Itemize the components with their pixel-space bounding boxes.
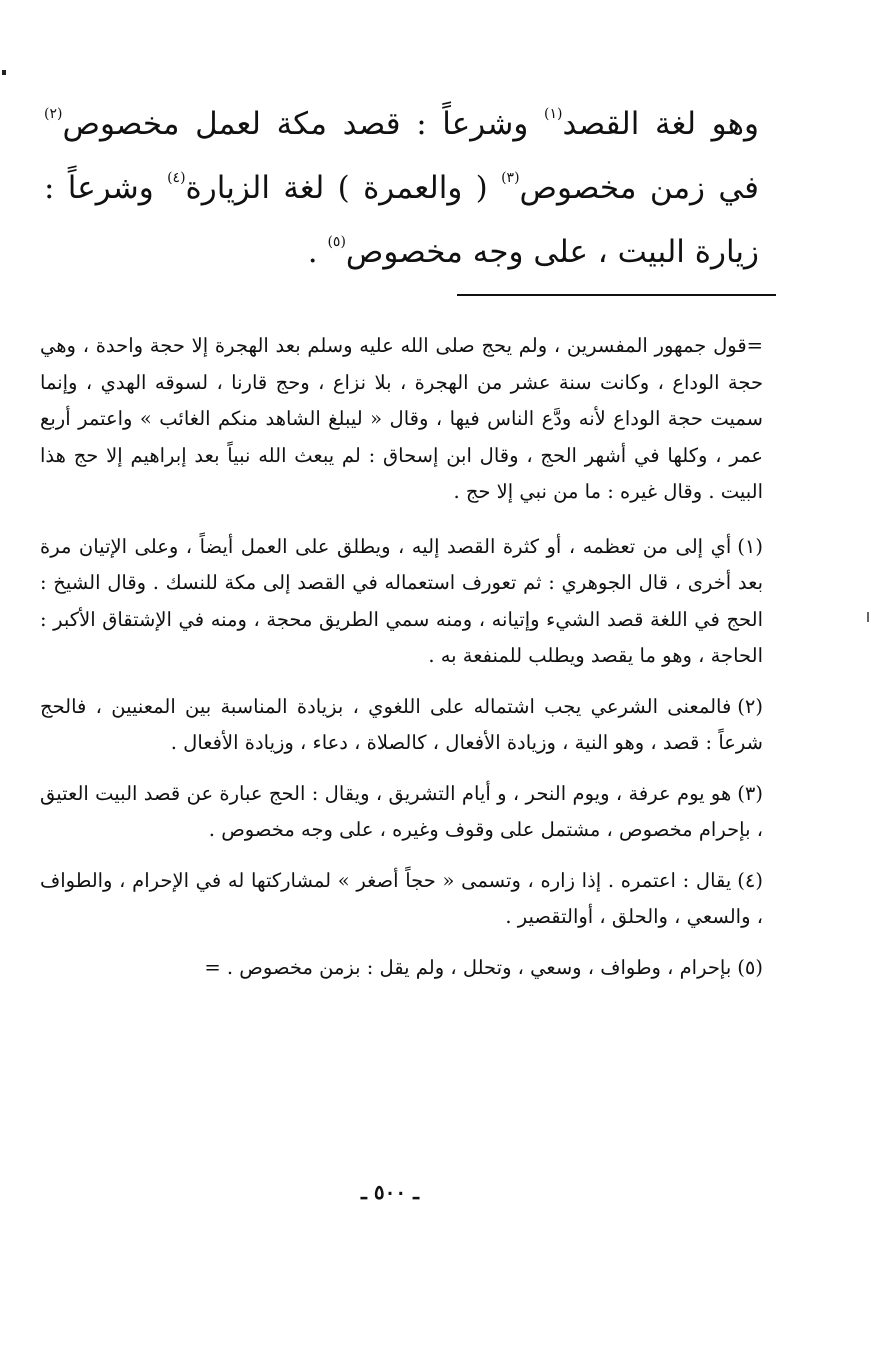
footnote-1 — [40, 529, 763, 675]
scan-mark — [2, 70, 6, 75]
footnote-number: (٣) — [737, 781, 763, 805]
main-text-segment: وشرعاً : قصد مكة لعمل مخصوص — [62, 106, 544, 142]
footnote-number: (٥) — [737, 955, 763, 979]
footnote-text: يقال : اعتمره . إذا زاره ، وتسمى « حجاً أصغر » لمشاركتها له في الإحرام ، والطواف ، والسعي ، والحلق ، أوالتقصير . — [40, 868, 763, 928]
page-number: ـ ٥٠٠ ـ — [361, 1180, 419, 1204]
footnote-text: هو يوم عرفة ، ويوم النحر ، و أيام التشريق ، ويقال : الحج عبارة عن قصد البيت العتيق ، بإحرام مخصوص ، مشتمل على وقوف وغيره ، على وجه مخصوص . — [40, 781, 763, 841]
footnote-continuation: =قول جمهور المفسرين ، ولم يحج صلى الله عليه وسلم بعد الهجرة إلا حجة واحدة ، وهي حجة الوداع ، وكانت سنة عشر من الهجرة ، بلا نزاع ، وحج قارنا ، لسوقه الهدي ، وإنما سميت حجة الوداع لأنه ودَّع الناس فيها ، وقال « ليبلغ الشاهد منكم الغائب » واعتمر أربع عمر ، وكلها في أشهر الحج ، وقال ابن إسحاق : لم يبعث الله نبياً بعد إبراهيم إلا حج هذا البيت . وقال غيره : ما من نبي إلا حج . — [40, 334, 763, 503]
footnote-ref-4[interactable]: (٤) — [167, 170, 186, 186]
main-text — [44, 92, 759, 284]
footnotes — [40, 328, 763, 1000]
scan-mark — [867, 612, 869, 622]
main-text-segment: في زمن مخصوص — [519, 170, 759, 206]
footnote-text: بإحرام ، وطواف ، وسعي ، وتحلل ، ولم يقل : بزمن مخصوص . = — [204, 955, 732, 979]
footnote-number: (٢) — [737, 694, 763, 718]
footnote-2 — [40, 689, 763, 762]
footnote-3 — [40, 776, 763, 849]
footnote-text: فالمعنى الشرعي يجب اشتماله على اللغوي ، بزيادة المناسبة بين المعنيين ، فالحج شرعاً : قصد ، وهو النية ، وزيادة الأفعال ، كالصلاة ، دعاء ، وزيادة الأفعال . — [40, 694, 763, 754]
footnote-5 — [40, 950, 763, 987]
footnote-ref-1[interactable]: (١) — [543, 106, 563, 122]
footnote-ref-2[interactable]: (٢) — [44, 106, 63, 122]
footnote-ref-3[interactable]: (٣) — [501, 170, 520, 186]
footnote-text: أي إلى من تعظمه ، أو كثرة القصد إليه ، ويطلق على العمل أيضاً ، وعلى الإتيان مرة بعد أخرى ، قال الجوهري : ثم تعورف استعماله في القصد إلى مكة للنسك . وقال الشيخ : الحج في اللغة قصد الشيء وإتيانه ، ومنه سمي الطريق محجة ، ومنه في الإشتقاق الأكبر : الحاجة ، وهو ما يقصد ويطلب للمنفعة به . — [40, 534, 763, 667]
main-text-segment: وهو لغة القصد — [562, 106, 759, 142]
footnote-separator — [457, 294, 776, 296]
footnote-ref-5[interactable]: (٥) — [327, 234, 346, 250]
main-paragraph — [44, 92, 759, 284]
footnote-4 — [40, 863, 763, 936]
footnote-number: (٤) — [737, 868, 763, 892]
main-text-segment: ( والعمرة ) لغة الزيارة — [185, 170, 502, 206]
footnote-number: (١) — [737, 534, 763, 558]
main-text-segment: وشرعاً : زيارة البيت ، على وجه مخصوص — [44, 170, 759, 270]
main-text-segment: . — [307, 234, 328, 270]
